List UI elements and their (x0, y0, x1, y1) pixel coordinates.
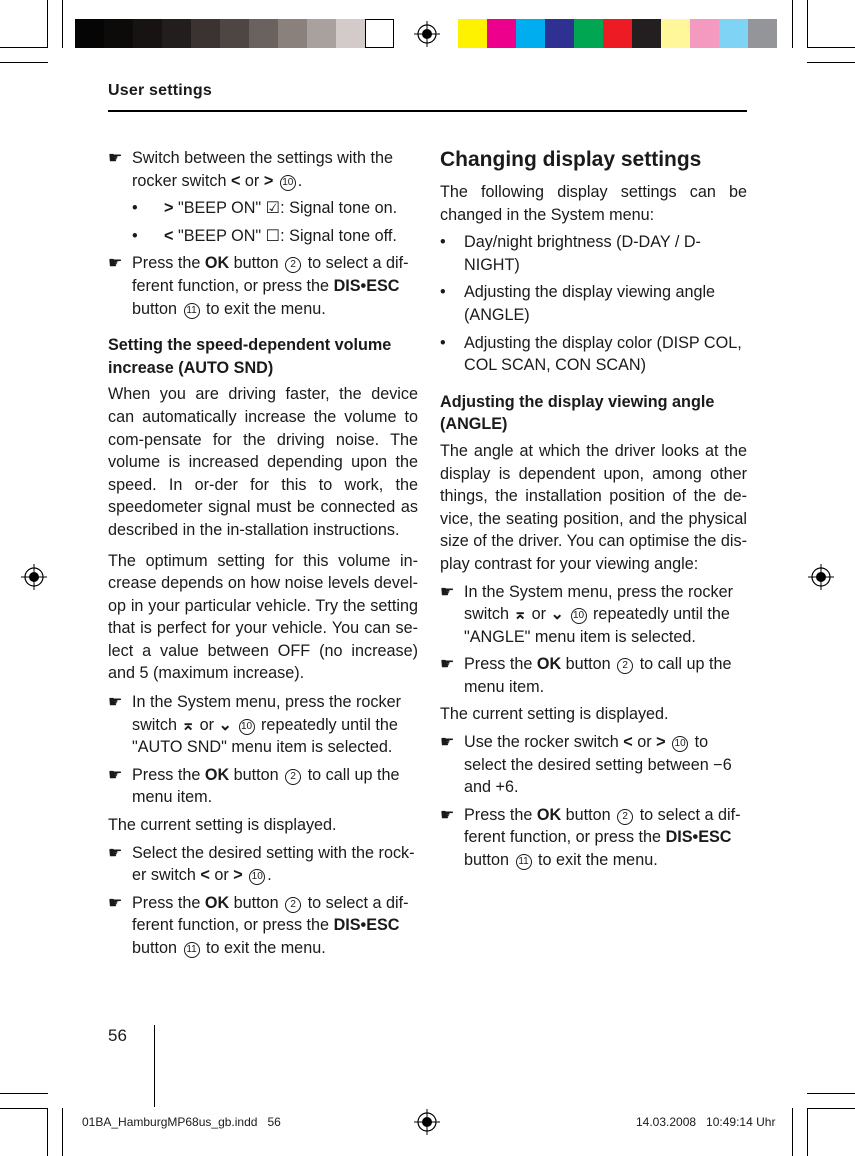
pointing-hand-icon: ☛ (108, 765, 123, 784)
header-divider (108, 110, 747, 112)
color-swatch (75, 19, 104, 48)
section-heading: Setting the speed-dependent volume increase (AUTO SND) (108, 336, 392, 377)
color-swatch (661, 19, 690, 48)
paragraph: The current setting is displayed. (108, 816, 337, 835)
color-swatch (278, 19, 307, 48)
circled-number-2: 2 (617, 658, 633, 674)
list-item: ☛ Press the OK button 2 to call up the menu item. (108, 765, 400, 807)
color-swatch (690, 19, 719, 48)
chevron-left-icon: < (230, 171, 241, 190)
list-item: • < "BEEP ON" ☐: Signal tone off. (132, 226, 397, 245)
color-swatch (545, 19, 574, 48)
color-swatch (249, 19, 278, 48)
chevron-down-icon: ⌄ (218, 715, 233, 734)
circled-number-2: 2 (285, 257, 301, 273)
list-item: • Adjusting the display color (DISP COL, COL SCAN, CON SCAN) (440, 333, 742, 375)
circled-number-2: 2 (285, 769, 301, 785)
color-swatch (632, 19, 661, 48)
paragraph: When you are driving faster, the device can automatically increase the volume to com-pensate for the driving noise. The volume is increased depending upon the speed. In or-der for this to work, the speedometer signal must be connected as described in the in-stallation instructions. (108, 385, 418, 539)
color-swatch (365, 19, 394, 48)
paragraph: The optimum setting for this volume in-crease depends on how noise levels devel-op in your particular vehicle. Try the setting that is perfect for your vehicle. You can se-lect a value between OFF (no increase) and 5 (maximum increase). (108, 551, 418, 683)
chevron-right-icon: > (233, 866, 243, 885)
pointing-hand-icon: ☛ (108, 254, 123, 273)
color-swatch (719, 19, 748, 48)
chevron-down-icon: ⌄ (550, 605, 565, 624)
right-column (440, 147, 747, 872)
list-item: ☛ Use the rocker switch < or > 10 to select the desired setting between −6 and +6. (440, 733, 732, 797)
color-swatch (516, 19, 545, 48)
registration-mark-right-icon (808, 564, 834, 590)
list-item: ☛ Select the desired setting with the rock-er switch < or > 10 . (108, 843, 415, 885)
list-item: ☛ In the System menu, press the rocker switch ⌅ or ⌄ 10 repeatedly until the "ANGLE" menu item is selected. (440, 582, 734, 646)
registration-mark-top-icon (414, 21, 440, 47)
pointing-hand-icon: ☛ (440, 733, 455, 752)
circled-number-10: 10 (249, 869, 265, 885)
chevron-right-icon: > (263, 171, 274, 190)
color-swatch (133, 19, 162, 48)
color-swatch (220, 19, 249, 48)
list-item: • > "BEEP ON" ☑: Signal tone on. (132, 199, 398, 218)
left-column (108, 147, 418, 960)
list-item: ☛ Press the OK button 2 to select a dif-ferent function, or press the DIS•ESC button 11 to exit the menu. (108, 254, 409, 318)
page-header-title: User settings (108, 82, 212, 99)
footer-timestamp: 14.03.2008 10:49:14 Uhr (636, 1115, 776, 1129)
list-item: ☛ Switch between the settings with the rocker switch < or > 10 . (108, 149, 393, 190)
pointing-hand-icon: ☛ (440, 582, 455, 601)
list-item: ☛ Press the OK button 2 to select a dif-ferent function, or press the DIS•ESC button 11 to exit the menu. (440, 805, 741, 870)
color-swatch (336, 19, 365, 48)
list-item: • Adjusting the display viewing angle (ANGLE) (440, 283, 716, 324)
list-item: • Day/night brightness (D-DAY / D-NIGHT) (440, 233, 701, 274)
chevron-left-icon: < (200, 866, 210, 885)
chevron-up-icon: ⌅ (513, 605, 528, 624)
color-swatch (748, 19, 777, 48)
chevron-right-icon: > (656, 733, 666, 752)
section-heading: Adjusting the display viewing angle (ANGLE) (440, 392, 715, 434)
circled-number-2: 2 (285, 897, 301, 913)
page-title: Changing display settings (440, 148, 702, 171)
pointing-hand-icon: ☛ (440, 655, 455, 674)
paragraph: The current setting is displayed. (440, 705, 669, 724)
color-swatch (162, 19, 191, 48)
pointing-hand-icon: ☛ (108, 693, 123, 712)
pointing-hand-icon: ☛ (108, 893, 123, 912)
paragraph: The following display settings can be changed in the System menu: (440, 183, 747, 224)
list-item: ☛ In the System menu, press the rocker switch ⌅ or ⌄ 10 repeatedly until the "AUTO SND" menu item is selected. (108, 693, 402, 757)
page-number: 56 (108, 1026, 127, 1045)
circled-number-11: 11 (184, 303, 200, 319)
color-swatch (487, 19, 516, 48)
circled-number-10: 10 (571, 608, 587, 624)
circled-number-10: 10 (672, 736, 688, 752)
pointing-hand-icon: ☛ (108, 149, 123, 167)
chevron-right-icon: > (164, 199, 174, 218)
color-swatch (574, 19, 603, 48)
list-item: ☛ Press the OK button 2 to select a dif-ferent function, or press the DIS•ESC button 11 to exit the menu. (108, 893, 409, 957)
chevron-left-icon: < (164, 226, 174, 245)
color-swatch (603, 19, 632, 48)
color-swatch (307, 19, 336, 48)
checkbox-empty-icon: ☐ (265, 226, 281, 245)
pointing-hand-icon: ☛ (440, 805, 455, 824)
circled-number-11: 11 (184, 942, 200, 958)
circled-number-11: 11 (516, 854, 532, 870)
checkbox-checked-icon: ☑ (265, 199, 281, 218)
registration-mark-bottom-icon (414, 1109, 440, 1135)
paragraph: The angle at which the driver looks at the display is dependent upon, among other things, the installation position of the de-vice, the seating position, and the physical size of the driver. You can optimise the dis-play contrast for your viewing angle: (440, 441, 747, 573)
footer-filename: 01BA_HamburgMP68us_gb.indd 56 (82, 1115, 281, 1129)
color-swatch (191, 19, 220, 48)
color-swatch (104, 19, 133, 48)
registration-mark-left-icon (21, 564, 47, 590)
chevron-up-icon: ⌅ (181, 715, 196, 734)
circled-number-10: 10 (239, 719, 255, 735)
list-item: ☛ Press the OK button 2 to call up the menu item. (440, 655, 732, 696)
color-swatch (458, 19, 487, 48)
pointing-hand-icon: ☛ (108, 843, 123, 862)
circled-number-2: 2 (617, 809, 633, 825)
chevron-left-icon: < (623, 733, 633, 752)
circled-number-10: 10 (280, 175, 296, 191)
